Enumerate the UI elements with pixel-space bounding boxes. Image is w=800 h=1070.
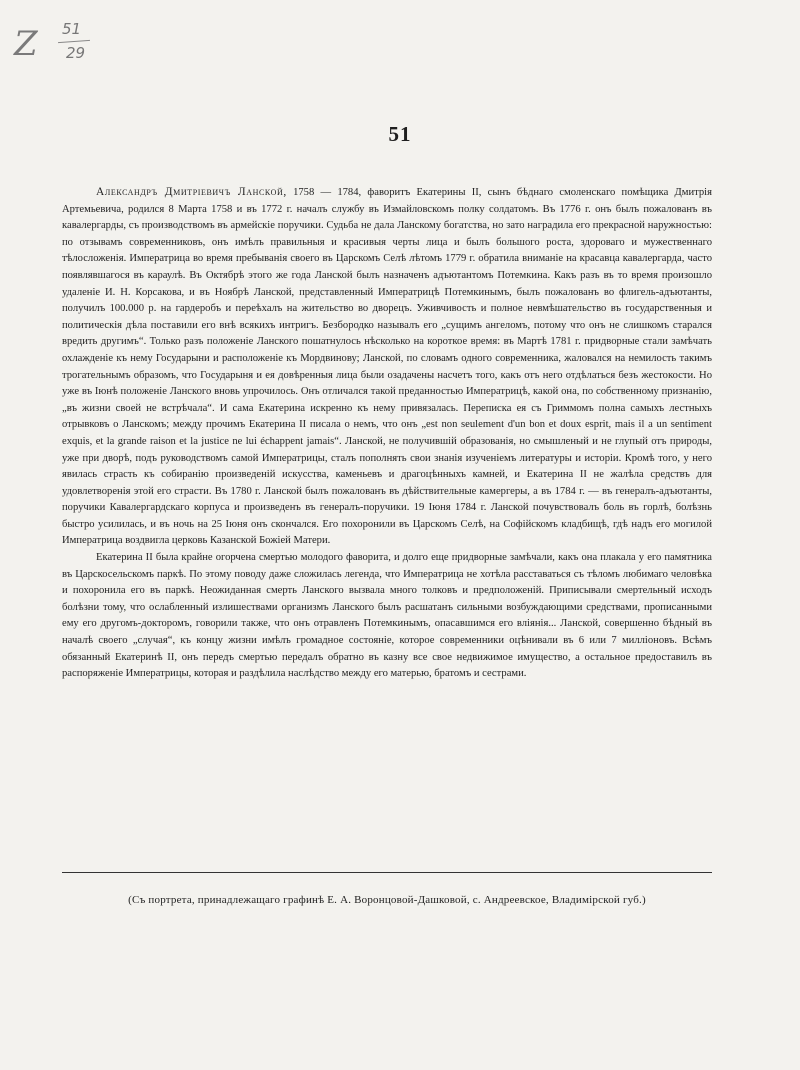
horizontal-rule [62,872,712,873]
page-number: 51 [388,122,412,146]
shelfmark-letter: Z [14,24,38,64]
article-paragraph-1 [62,184,712,550]
shelfmark-bottom-number: 29 [66,44,86,62]
shelfmark-top-number: 51 [62,20,82,38]
article-subject-name: Александръ Дмитріевичъ Ланской, [96,186,287,198]
handwritten-shelfmark [6,20,96,70]
portrait-caption: (Съ портрета, принадлежащаго графинѣ Е. А. Воронцовой-Дашковой, с. Андреевское, Владимірской губ.) [128,894,646,906]
article-paragraph-1-text: 1758 — 1784, фаворитъ Екатерины II, сынъ бѣднаго смоленскаго помѣщика Дмитрія Артемьевича, родился 8 Марта 1758 и въ 1772 г. началъ службу въ Измайловскомъ полку солдатомъ. Въ 1776 г. онъ былъ пожалованъ въ кавалергарды, съ производствомъ въ армейскіе поручики. Судьба не дала Ланскому богатства, но зато наградила его прекрасной наружностью: по отзывамъ современниковъ, онъ имѣлъ правильныя и красивыя черты лица и былъ большого роста, здороваго и мужественнаго тѣлосложенія. Императрица во время пребыванія своего въ Царскомъ Селѣ лѣтомъ 1779 г. обратила вниманіе на красавца кавалергарда, часто появлявшагося въ караулѣ. Въ Октябрѣ этого же года Ланской былъ назначенъ адъютантомъ Потемкина. Какъ разъ въ то время произошло удаленіе И. Н. Корсакова, и въ Ноябрѣ Ланской, представленный Императрицѣ Потемкинымъ, былъ пожалованъ во флигель-адъютанты, получилъ 100.000 р. на гардеробъ и переѣхалъ на жительство во дворецъ. Уживчивость и полное невмѣшательство въ государственныя и политическія дѣла поставили его внѣ всякихъ интригъ. Безбородко называлъ его „сущимъ ангеломъ, потому что онъ не слишкомъ старался вредить другимъ“. Только разъ положеніе Ланского пошатнулось нѣсколько на короткое время: въ Мартѣ 1781 г. придворные стали замѣчать охлажденіе къ нему Государыни и расположеніе къ Мордвинову; Ланской, по словамъ одного современника, жаловался на немилость такимъ трогательнымъ образомъ, что Государыня и ея довѣренныя лица были озадачены насчетъ того, какъ отъ него отдѣлаться безъ жестокости. Но уже въ Іюнѣ положеніе Ланского вновь упрочилось. Онъ отличался такой преданностью Императрицѣ, какой она, по собственному признанію, „въ жизни своей не встрѣчала“. И сама Екатерина искренно къ нему привязалась. Переписка ея съ Гриммомъ полна самыхъ лестныхъ отрывковъ о Ланскомъ; между прочимъ Екатерина II писала о немъ, что онъ „est non seulement d'un bon et doux esprit, mais il a un sentiment exquis, et la grande raison et la justice ne lui échappent jamais“. Ланской, не получившій образованія, но смышленый и не глупый отъ природы, уже при дворѣ, подъ руководствомъ самой Императрицы, сталъ пополнять свои знанія изученіемъ литературы и исторіи. Кромѣ того, у него явилась страсть къ собиранію произведеній искусства, каменьевъ и драгоцѣнныхъ камней, и Екатерина II не жалѣла средствъ для удовлетворенія этой его страсти. Въ 1780 г. Ланской былъ пожалованъ въ дѣйствительные камергеры, а въ 1784 г. — въ генералъ-адъютанты, поручики Кавалергардскаго корпуса и произведенъ въ генералъ-поручики. 19 Іюня 1784 г. Ланской почувствовалъ боль въ горлѣ, болѣзнь быстро усилилась, и въ ночь на 25 Іюня онъ скончался. Его похоронили въ Царскомъ Селѣ, на Софійскомъ кладбищѣ, гдѣ надъ его могилой Императрица воздвигла церковь Казанской Божіей Матери. [62,187,712,547]
article-body [62,184,712,683]
article-paragraph-2: Екатерина II была крайне огорчена смертью молодого фаворита, и долго еще придворные замѣчали, какъ она плакала у его памятника въ Царскосельскомъ паркѣ. По этому поводу даже сложилась легенда, что Императрица не хотѣла расставаться съ тѣломъ любимаго человѣка и похоронила его въ паркѣ. Неожиданная смерть Ланского вызвала много толковъ и предположеній. Приписывали смертельный исходъ болѣзни тому, что ослабленный излишествами организмъ Ланского былъ расшатанъ сильными возбуждающими средствами, прописанными ему его другомъ-докторомъ, говорили также, что онъ отравленъ Потемкинымъ, опасавшимся его вліянія... Ланской, совершенно бѣдный въ началѣ своего „случая“, къ концу жизни имѣлъ громадное состояніе, которое современники оцѣнивали въ 6 или 7 милліоновъ. Всѣмъ обязанный Екатеринѣ II, онъ передъ смертью передалъ обратно въ казну все свое недвижимое имущество, а остальное предоставилъ въ распоряженіе Императрицы, которая и раздѣлила наслѣдство между его матерью, братомъ и сестрами. [62,552,712,680]
shelfmark-divider [58,40,90,43]
